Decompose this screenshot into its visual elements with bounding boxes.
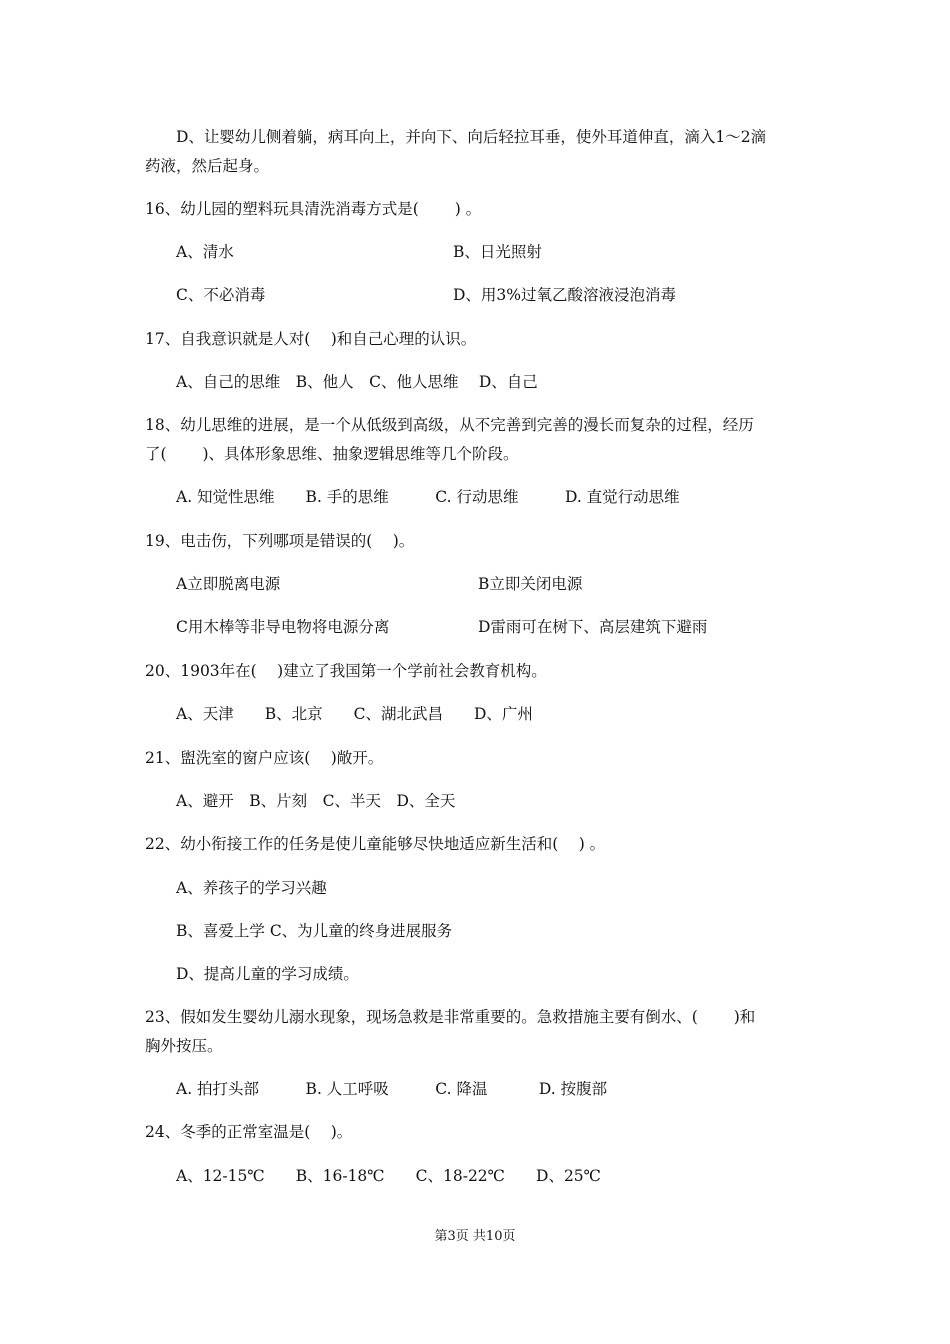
q24-options: A、12-15℃ B、16-18℃ C、18-22℃ D、25℃ — [176, 1167, 602, 1185]
question-24: 24、冬季的正常室温是( )。 — [145, 1123, 353, 1141]
q16-option-c: C、不必消毒 — [176, 286, 266, 304]
q22-option-a: A、养孩子的学习兴趣 — [176, 879, 327, 897]
q19-option-b: B立即关闭电源 — [478, 575, 583, 593]
q15-option-d-line1: D、让婴幼儿侧着躺，病耳向上，并向下、向后轻拉耳垂，使外耳道伸直，滴入1～2滴 — [176, 128, 767, 146]
q19-option-c: C用木棒等非导电物将电源分离 — [176, 618, 390, 636]
q18-options: A. 知觉性思维 B. 手的思维 C. 行动思维 D. 直觉行动思维 — [176, 488, 680, 506]
question-23-line2: 胸外按压。 — [145, 1037, 223, 1055]
q16-option-a: A、清水 — [176, 243, 234, 261]
page-footer: 第3页 共10页 — [434, 1229, 516, 1244]
q15-option-d-line2: 药液，然后起身。 — [145, 157, 270, 175]
q19-option-a: A立即脱离电源 — [176, 575, 281, 593]
q22-option-b-c: B、喜爱上学 C、为儿童的终身进展服务 — [176, 922, 453, 940]
q17-options: A、自己的思维 B、他人 C、他人思维 D、自己 — [176, 373, 538, 391]
q23-options: A. 拍打头部 B. 人工呼吸 C. 降温 D. 按腹部 — [176, 1080, 608, 1098]
question-16: 16、幼儿园的塑料玩具清洗消毒方式是( ) 。 — [145, 200, 482, 218]
q22-option-d: D、提高儿童的学习成绩。 — [176, 965, 359, 983]
question-23-line1: 23、假如发生婴幼儿溺水现象，现场急救是非常重要的。急救措施主要有倒水、( )和 — [145, 1008, 756, 1026]
q21-options: A、避开 B、片刻 C、半天 D、全天 — [176, 792, 456, 810]
q20-options: A、天津 B、北京 C、湖北武昌 D、广州 — [176, 705, 533, 723]
question-18-line2: 了( )、具体形象思维、抽象逻辑思维等几个阶段。 — [145, 445, 519, 463]
q19-option-d: D雷雨可在树下、高层建筑下避雨 — [478, 618, 708, 636]
q16-option-d: D、用3%过氧乙酸溶液浸泡消毒 — [453, 286, 677, 304]
question-17: 17、自我意识就是人对( )和自己心理的认识。 — [145, 330, 477, 348]
question-21: 21、盥洗室的窗户应该( )敞开。 — [145, 749, 384, 767]
question-22: 22、幼小衔接工作的任务是使儿童能够尽快地适应新生活和( ) 。 — [145, 835, 606, 853]
q16-option-b: B、日光照射 — [453, 243, 542, 261]
question-18-line1: 18、幼儿思维的进展，是一个从低级到高级，从不完善到完善的漫长而复杂的过程，经历 — [145, 416, 754, 434]
question-20: 20、1903年在( )建立了我国第一个学前社会教育机构。 — [145, 662, 547, 680]
question-19: 19、电击伤，下列哪项是错误的( )。 — [145, 532, 415, 550]
